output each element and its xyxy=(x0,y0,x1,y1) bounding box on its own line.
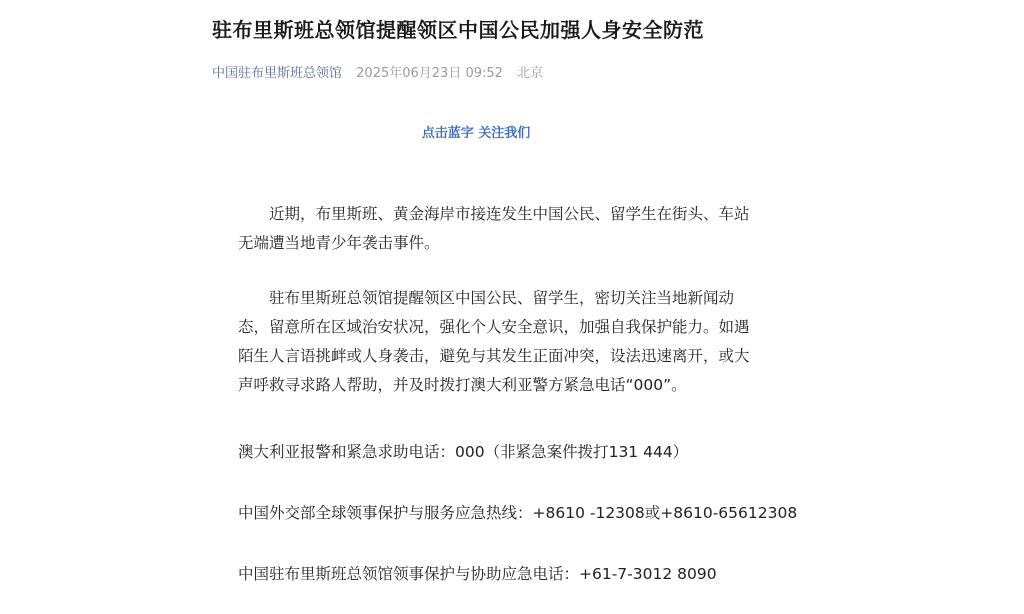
contact-line-police: 澳大利亚报警和紧急求助电话：000（非紧急案件拨打131 444） xyxy=(238,443,689,461)
contact-line-consulate: 中国驻布里斯班总领馆领事保护与协助应急电话：+61-7-3012 8090 xyxy=(238,565,717,583)
article-title: 驻布里斯班总领馆提醒领区中国公民加强人身安全防范 xyxy=(212,18,704,42)
article-meta xyxy=(212,62,543,81)
paragraph: 近期，布里斯班、黄金海岸市接连发生中国公民、留学生在街头、车站无端遭当地青少年袭击事件。 xyxy=(238,205,750,252)
follow-us-link[interactable]: 点击蓝字 关注我们 xyxy=(421,126,531,141)
publish-date: 2025年06月23日 09:52 xyxy=(356,66,503,81)
publish-location: 北京 xyxy=(517,66,544,81)
contact-line-mfa-hotline: 中国外交部全球领事保护与服务应急热线：+8610 -12308或+8610-65612308 xyxy=(238,504,798,522)
author-link[interactable]: 中国驻布里斯班总领馆 xyxy=(212,66,343,81)
article-body xyxy=(238,200,752,426)
paragraph: 驻布里斯班总领馆提醒领区中国公民、留学生，密切关注当地新闻动态，留意所在区域治安状况，强化个人安全意识，加强自我保护能力。如遇陌生人言语挑衅或人身袭击，避免与其发生正面冲突，设法迅速离开，或大声呼救寻求路人帮助，并及时拨打澳大利亚警方紧急电话“000”。 xyxy=(238,289,750,394)
